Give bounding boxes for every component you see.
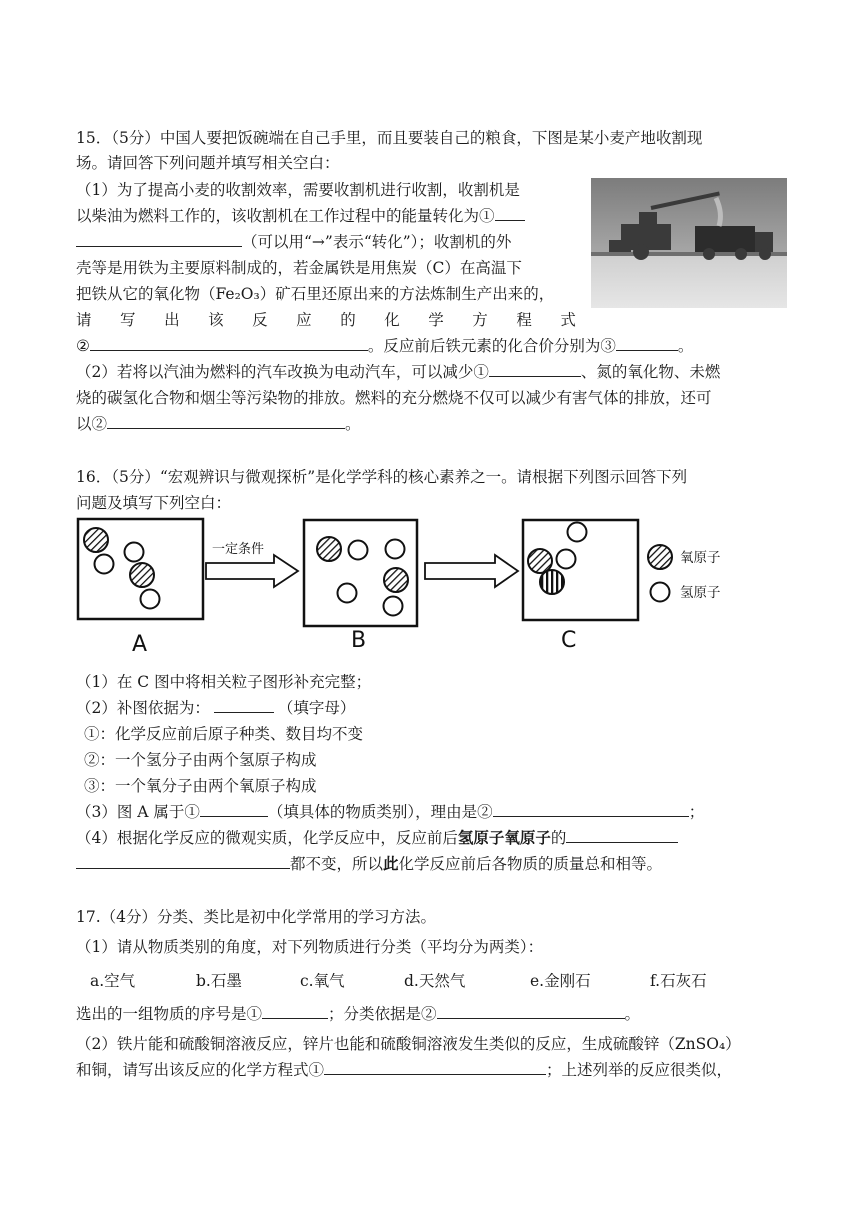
q17-sub2: （2）铁片能和硫酸铜溶液反应，锌片也能和硫酸铜溶液发生类似的反应，生成硫酸锌（ZnSO₄） [76, 1035, 741, 1053]
q16-bold-text: 氢原子氧原子 [457, 828, 551, 847]
spread-char: 出 [164, 311, 180, 329]
spread-char: 式 [560, 311, 576, 329]
q15-p1-line5: 把铁从它的氧化物（Fe₂O₃）矿石里还原出来的方法炼制生产出来的， [76, 285, 555, 303]
hydrogen-atom [125, 543, 144, 562]
spread-char: 写 [120, 311, 136, 329]
particle-diagram [76, 515, 766, 655]
spread-char: 学 [428, 311, 444, 329]
q17-item-c: c.氧气 [300, 972, 345, 990]
q16-sub3 [76, 801, 704, 823]
harvester-photo [591, 178, 787, 308]
answer-blank[interactable] [566, 828, 678, 843]
q16-option-2: ②：一个氢分子由两个氢原子构成 [84, 751, 317, 769]
q16-text: 的 [550, 829, 567, 847]
q15-p1-line6 [76, 309, 576, 331]
q15-p2-line1 [76, 361, 720, 383]
q17-text: ；分类依据是② [328, 1005, 437, 1023]
q17-sub1b [76, 1003, 640, 1025]
q16-text: 都不变，所以 [290, 855, 384, 873]
q15-p2-line3 [76, 413, 361, 435]
reaction-arrow [206, 555, 298, 587]
q17-text: ；上述列举的反应很类似， [546, 1061, 733, 1079]
q15-label: ② [76, 337, 90, 355]
q17-item-a: a.空气 [90, 972, 136, 990]
answer-blank[interactable] [489, 362, 581, 377]
oxygen-atom [384, 568, 408, 592]
q16-option-3: ③：一个氧分子由两个氧原子构成 [84, 777, 317, 795]
answer-blank[interactable] [495, 206, 525, 221]
q16-sub1: （1）在 C 图中将相关粒子图形补充完整； [76, 673, 372, 691]
q16-text: （2）补图依据为： [76, 699, 210, 717]
q16-title-cont: 问题及填写下列空白： [76, 494, 232, 512]
arrow-label: 一定条件 [212, 542, 265, 557]
q16-sub2 [76, 697, 355, 719]
hydrogen-atom [568, 523, 587, 542]
q15-p1-line2 [76, 205, 525, 227]
answer-blank[interactable] [324, 1060, 546, 1075]
q15-label: 。 [345, 415, 361, 433]
answer-blank[interactable] [76, 854, 290, 869]
legend-oxygen-icon [648, 545, 672, 569]
q16-sub4-cont [76, 853, 662, 875]
q15-p2-text: 、氮的氧化物、未燃 [580, 363, 721, 381]
oxygen-atom [317, 537, 341, 561]
hydrogen-atom [557, 550, 576, 569]
q15-p1-line1: （1）为了提高小麦的收割效率，需要收割机进行收割，收割机是 [76, 181, 520, 199]
q15-p1-line3 [76, 231, 511, 253]
spread-char: 的 [340, 311, 356, 329]
answer-blank[interactable] [90, 336, 368, 351]
q15-p1-line4: 壳等是用铁为主要原料制成的，若金属铁是用焦炭（C）在高温下 [76, 259, 522, 277]
q17-text: 和铜，请写出该反应的化学方程式① [76, 1061, 325, 1079]
q16-option-1: ①：化学反应前后原子种类、数目均不变 [84, 725, 364, 743]
hydrogen-atom [338, 584, 357, 603]
q15-label: 以② [76, 415, 108, 433]
q16-title: 16．（5分）“宏观辨识与微观探析”是化学学科的核心素养之一。请根据下列图示回答下列 [76, 468, 688, 486]
legend-oxygen-label: 氧原子 [680, 550, 721, 566]
q16-text: 化学反应前后各物质的质量总和相等。 [398, 855, 663, 873]
hydrogen-atom [95, 555, 114, 574]
hydrogen-atom [349, 541, 368, 560]
answer-blank[interactable] [616, 336, 678, 351]
spread-char: 方 [472, 311, 488, 329]
q16-text: （填具体的物质类别），理由是② [267, 803, 493, 821]
spread-char: 化 [384, 311, 400, 329]
q15-p2-text: （2）若将以汽油为燃料的汽车改换为电动汽车，可以减少① [76, 363, 489, 381]
hydrogen-atom [384, 597, 403, 616]
harvester-illustration [591, 178, 787, 308]
q15-p1-line7 [76, 335, 693, 357]
spread-char: 应 [296, 311, 312, 329]
q15-spread-row [76, 309, 576, 331]
q17-text: 。 [624, 1005, 641, 1023]
q17-text: 选出的一组物质的序号是① [76, 1005, 263, 1023]
answer-blank[interactable] [200, 802, 268, 817]
q15-p1-text: 以柴油为燃料工作的，该收割机在工作过程中的能量转化为① [76, 207, 495, 225]
answer-blank[interactable] [493, 802, 689, 817]
q16-text: （3）图 A 属于① [76, 803, 200, 821]
q16-text: （4）根据化学反应的微观实质，化学反应中，反应前后 [76, 829, 458, 847]
box-b-label: B [351, 628, 367, 653]
spread-char: 反 [252, 311, 268, 329]
q16-bold-text: 此 [383, 854, 399, 873]
q15-title-cont: 场。请回答下列问题并填写相关空白： [76, 154, 340, 172]
answer-blank[interactable] [76, 232, 242, 247]
box-c-label: C [561, 628, 577, 653]
q16-sub4 [76, 827, 678, 849]
q15-p1-text: （可以用“→”表示“转化”）；收割机的外 [242, 233, 512, 251]
q15-title: 15．（5分）中国人要把饭碗端在自己手里，而且要装自己的粮食，下图是某小麦产地收割现 [76, 129, 703, 147]
q17-sub1: （1）请从物质类别的角度，对下列物质进行分类（平均分为两类）： [76, 938, 544, 956]
spread-char: 该 [208, 311, 224, 329]
box-a-label: A [132, 632, 148, 655]
answer-blank[interactable] [214, 698, 274, 713]
oxygen-atom [540, 570, 564, 594]
spread-char: 程 [516, 311, 532, 329]
q17-item-b: b.石墨 [196, 972, 242, 990]
oxygen-atom [528, 549, 552, 573]
spread-char: 请 [76, 311, 92, 329]
oxygen-atom [130, 563, 154, 587]
q16-text: ； [688, 803, 705, 821]
hydrogen-atom [141, 590, 160, 609]
q15-label: 。反应前后铁元素的化合价分别为③ [367, 337, 616, 355]
q17-item-d: d.天然气 [404, 972, 466, 990]
reaction-arrow [425, 555, 518, 587]
q17-item-f: f.石灰石 [650, 972, 707, 990]
legend-hydrogen-icon [651, 583, 670, 602]
q17-title: 17.（4分）分类、类比是初中化学常用的学习方法。 [76, 908, 437, 926]
legend-hydrogen-label: 氢原子 [680, 585, 721, 601]
q17-sub2-cont [76, 1059, 732, 1081]
q15-p2-line2: 烧的碳氢化合物和烟尘等污染物的排放。燃料的充分燃烧不仅可以减少有害气体的排放，还可 [76, 389, 712, 407]
answer-blank[interactable] [262, 1004, 328, 1019]
answer-blank[interactable] [107, 414, 345, 429]
answer-blank[interactable] [437, 1004, 625, 1019]
q16-text: （填字母） [277, 699, 356, 717]
oxygen-atom [84, 528, 108, 552]
hydrogen-atom [386, 540, 405, 559]
q15-label: 。 [677, 337, 694, 355]
q17-item-e: e.金刚石 [530, 972, 591, 990]
